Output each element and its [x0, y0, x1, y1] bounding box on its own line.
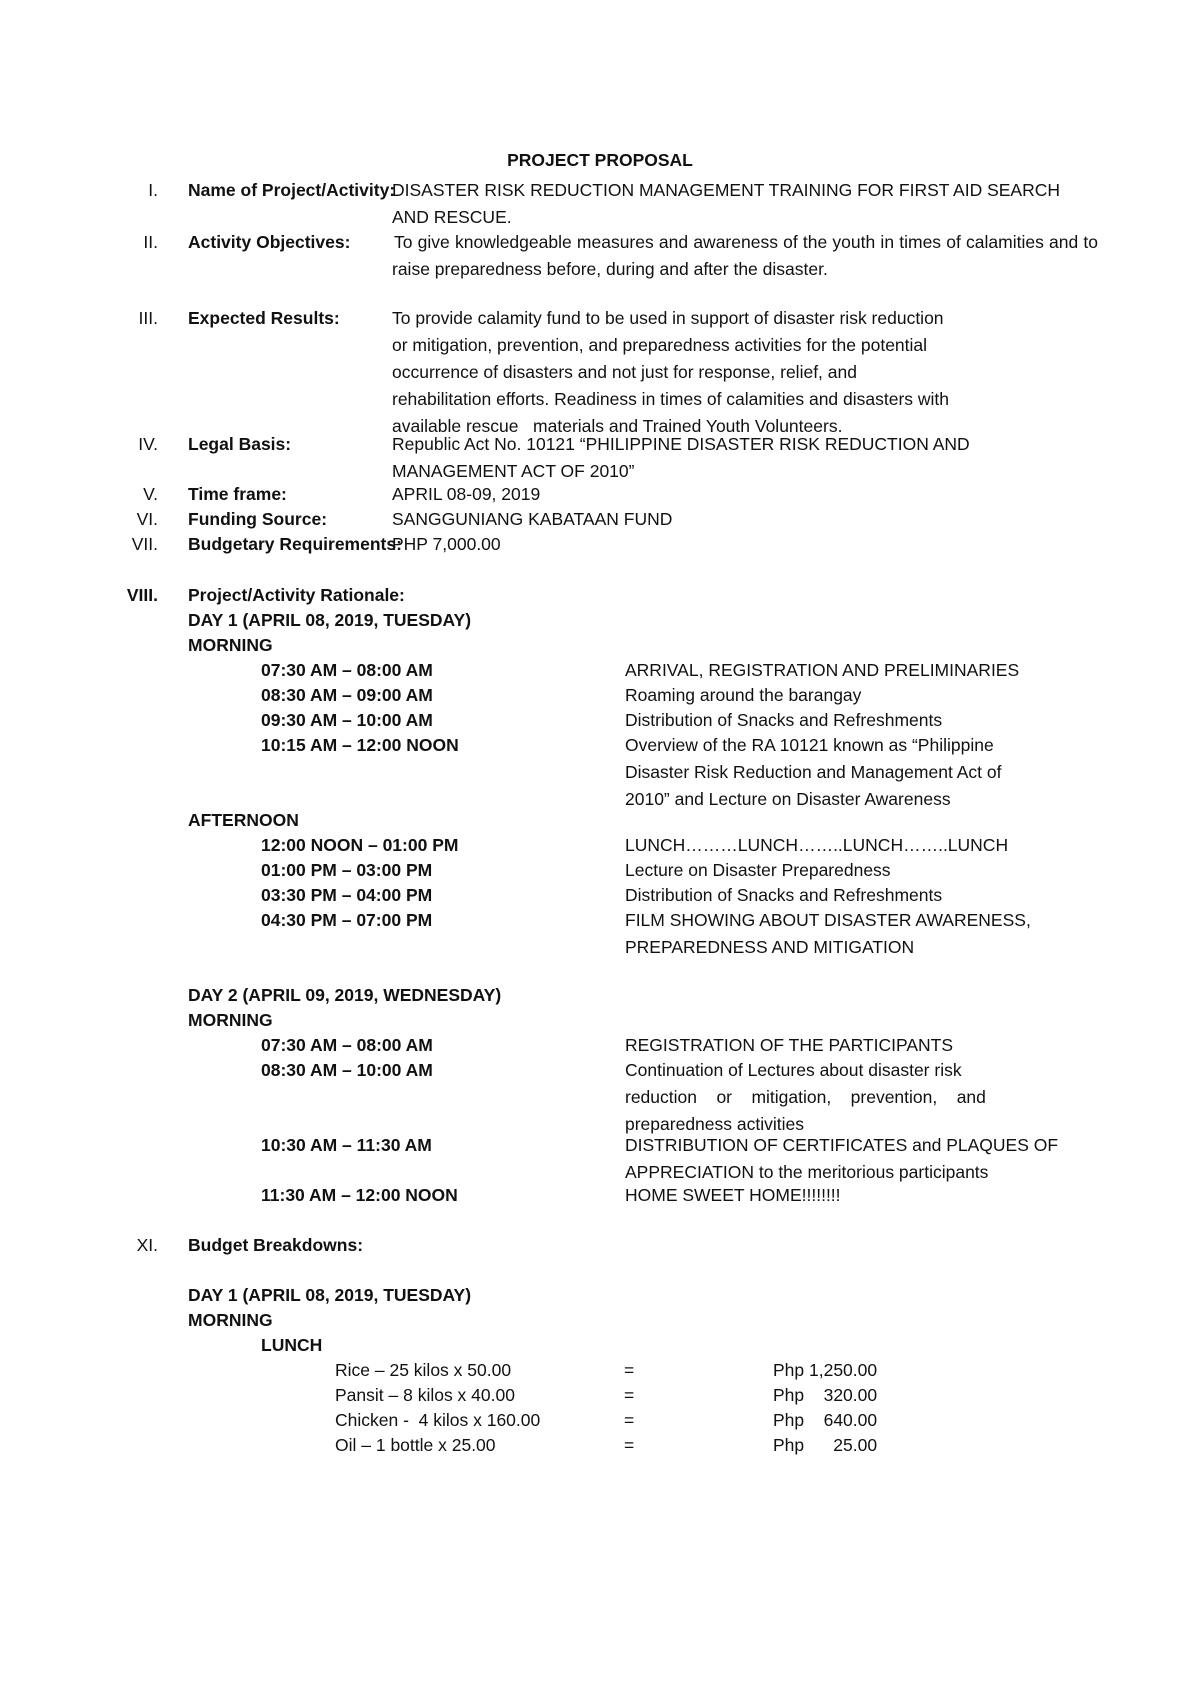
activity-line: Overview of the RA 10121 known as “Philippine	[625, 735, 994, 755]
section-number: V.	[143, 484, 158, 504]
schedule-time: 07:30 AM – 08:00 AM	[261, 1035, 433, 1055]
activity-line: LUNCH………LUNCH……..LUNCH……..LUNCH	[625, 835, 1009, 855]
schedule-time: 08:30 AM – 10:00 AM	[261, 1060, 433, 1080]
budget-item: Pansit – 8 kilos x 40.00	[335, 1385, 515, 1405]
section-value: APRIL 08-09, 2019	[392, 484, 541, 504]
section-number: I.	[148, 180, 158, 200]
section-label: Name of Project/Activity:	[188, 180, 396, 200]
budget-day1-header: DAY 1 (APRIL 08, 2019, TUESDAY)	[188, 1285, 472, 1305]
schedule-activity	[625, 682, 1075, 709]
section-number: VI.	[136, 509, 158, 529]
section-value	[392, 431, 1112, 485]
schedule-activity	[625, 907, 1075, 961]
activity-line: preparedness activities	[625, 1114, 804, 1134]
budget-morning-label: MORNING	[188, 1310, 273, 1330]
schedule-activity	[625, 707, 1075, 734]
schedule-activity	[625, 1132, 1075, 1186]
budget-amount: Php 640.00	[773, 1410, 878, 1430]
budget-equals: =	[624, 1360, 635, 1380]
section-value	[392, 305, 1112, 440]
activity-line: HOME SWEET HOME!!!!!!!!	[625, 1185, 841, 1205]
section-label: Budget Breakdowns:	[188, 1235, 364, 1255]
section-value: SANGGUNIANG KABATAAN FUND	[392, 509, 673, 529]
schedule-activity	[625, 857, 1075, 884]
budget-item: Rice – 25 kilos x 50.00	[335, 1360, 512, 1380]
activity-line: Distribution of Snacks and Refreshments	[625, 710, 943, 730]
day1-header: DAY 1 (APRIL 08, 2019, TUESDAY)	[188, 610, 472, 630]
budget-amount: Php 25.00	[773, 1435, 878, 1455]
section-number: XI.	[136, 1235, 158, 1255]
activity-line: Roaming around the barangay	[625, 685, 862, 705]
value-line: occurrence of disasters and not just for response, relief, and	[392, 362, 857, 382]
section-label: Activity Objectives:	[188, 232, 351, 252]
schedule-time: 03:30 PM – 04:00 PM	[261, 885, 433, 905]
schedule-time: 10:15 AM – 12:00 NOON	[261, 735, 459, 755]
activity-line: 2010” and Lecture on Disaster Awareness	[625, 789, 951, 809]
day1-morning-label: MORNING	[188, 635, 273, 655]
activity-line: reduction or mitigation, prevention, and	[625, 1087, 986, 1107]
budget-item: Chicken - 4 kilos x 160.00	[335, 1410, 541, 1430]
value-line: To provide calamity fund to be used in support of disaster risk reduction	[392, 308, 944, 328]
schedule-time: 12:00 NOON – 01:00 PM	[261, 835, 459, 855]
section-value: PHP 7,000.00	[392, 534, 501, 554]
budget-amount: Php 320.00	[773, 1385, 878, 1405]
value-line: rehabilitation efforts. Readiness in times of calamities and disasters with	[392, 389, 950, 409]
section-label: Expected Results:	[188, 308, 340, 328]
activity-line: FILM SHOWING ABOUT DISASTER AWARENESS,	[625, 910, 1031, 930]
section-label: Time frame:	[188, 484, 287, 504]
schedule-time: 09:30 AM – 10:00 AM	[261, 710, 433, 730]
section-label: Legal Basis:	[188, 434, 292, 454]
section-label: Project/Activity Rationale:	[188, 585, 405, 605]
schedule-time: 04:30 PM – 07:00 PM	[261, 910, 433, 930]
activity-line: Disaster Risk Reduction and Management Act of	[625, 762, 1002, 782]
budget-equals: =	[624, 1435, 635, 1455]
schedule-time: 11:30 AM – 12:00 NOON	[261, 1185, 458, 1205]
schedule-time: 08:30 AM – 09:00 AM	[261, 685, 433, 705]
section-label: Funding Source:	[188, 509, 328, 529]
schedule-activity	[625, 657, 1075, 684]
day2-header: DAY 2 (APRIL 09, 2019, WEDNESDAY)	[188, 985, 502, 1005]
value-line: available rescue materials and Trained Youth Volunteers.	[392, 416, 843, 436]
section-label: Budgetary Requirements:	[188, 534, 402, 554]
budget-equals: =	[624, 1385, 635, 1405]
schedule-activity	[625, 882, 1075, 909]
section-number: VII.	[131, 534, 158, 554]
budget-equals: =	[624, 1410, 635, 1430]
schedule-activity	[625, 1032, 1075, 1059]
document-title: PROJECT PROPOSAL	[507, 150, 693, 170]
activity-line: REGISTRATION OF THE PARTICIPANTS	[625, 1035, 953, 1055]
value-line: MANAGEMENT ACT OF 2010”	[392, 461, 635, 481]
schedule-activity	[625, 1182, 1075, 1209]
activity-line: APPRECIATION to the meritorious participants	[625, 1162, 989, 1182]
budget-amount: Php 1,250.00	[773, 1360, 878, 1380]
section-value: To give knowledgeable measures and awareness of the youth in times of calamities and to raise preparedness before, during and after the disaster.	[392, 232, 1098, 279]
activity-line: PREPAREDNESS AND MITIGATION	[625, 937, 915, 957]
section-number: IV.	[138, 434, 158, 454]
budget-item: Oil – 1 bottle x 25.00	[335, 1435, 496, 1455]
value-line: or mitigation, prevention, and preparedness activities for the potential	[392, 335, 928, 355]
value-line: Republic Act No. 10121 “PHILIPPINE DISASTER RISK REDUCTION AND	[392, 434, 970, 454]
activity-line: Distribution of Snacks and Refreshments	[625, 885, 943, 905]
section-number: III.	[138, 308, 158, 328]
budget-lunch-label: LUNCH	[261, 1335, 323, 1355]
schedule-activity	[625, 1057, 1075, 1138]
section-value: DISASTER RISK REDUCTION MANAGEMENT TRAINING FOR FIRST AID SEARCH AND RESCUE.	[392, 180, 1060, 227]
day2-morning-label: MORNING	[188, 1010, 273, 1030]
schedule-time: 07:30 AM – 08:00 AM	[261, 660, 433, 680]
activity-line: Continuation of Lectures about disaster risk	[625, 1060, 962, 1080]
section-number: II.	[143, 232, 158, 252]
day1-afternoon-label: AFTERNOON	[188, 810, 299, 830]
schedule-time: 01:00 PM – 03:00 PM	[261, 860, 433, 880]
activity-line: ARRIVAL, REGISTRATION AND PRELIMINARIES	[625, 660, 1020, 680]
activity-line: Lecture on Disaster Preparedness	[625, 860, 891, 880]
schedule-time: 10:30 AM – 11:30 AM	[261, 1135, 432, 1155]
schedule-activity	[625, 732, 1075, 813]
section-number: VIII.	[126, 585, 158, 605]
schedule-activity	[625, 832, 1075, 859]
activity-line: DISTRIBUTION OF CERTIFICATES and PLAQUES OF	[625, 1135, 1059, 1155]
